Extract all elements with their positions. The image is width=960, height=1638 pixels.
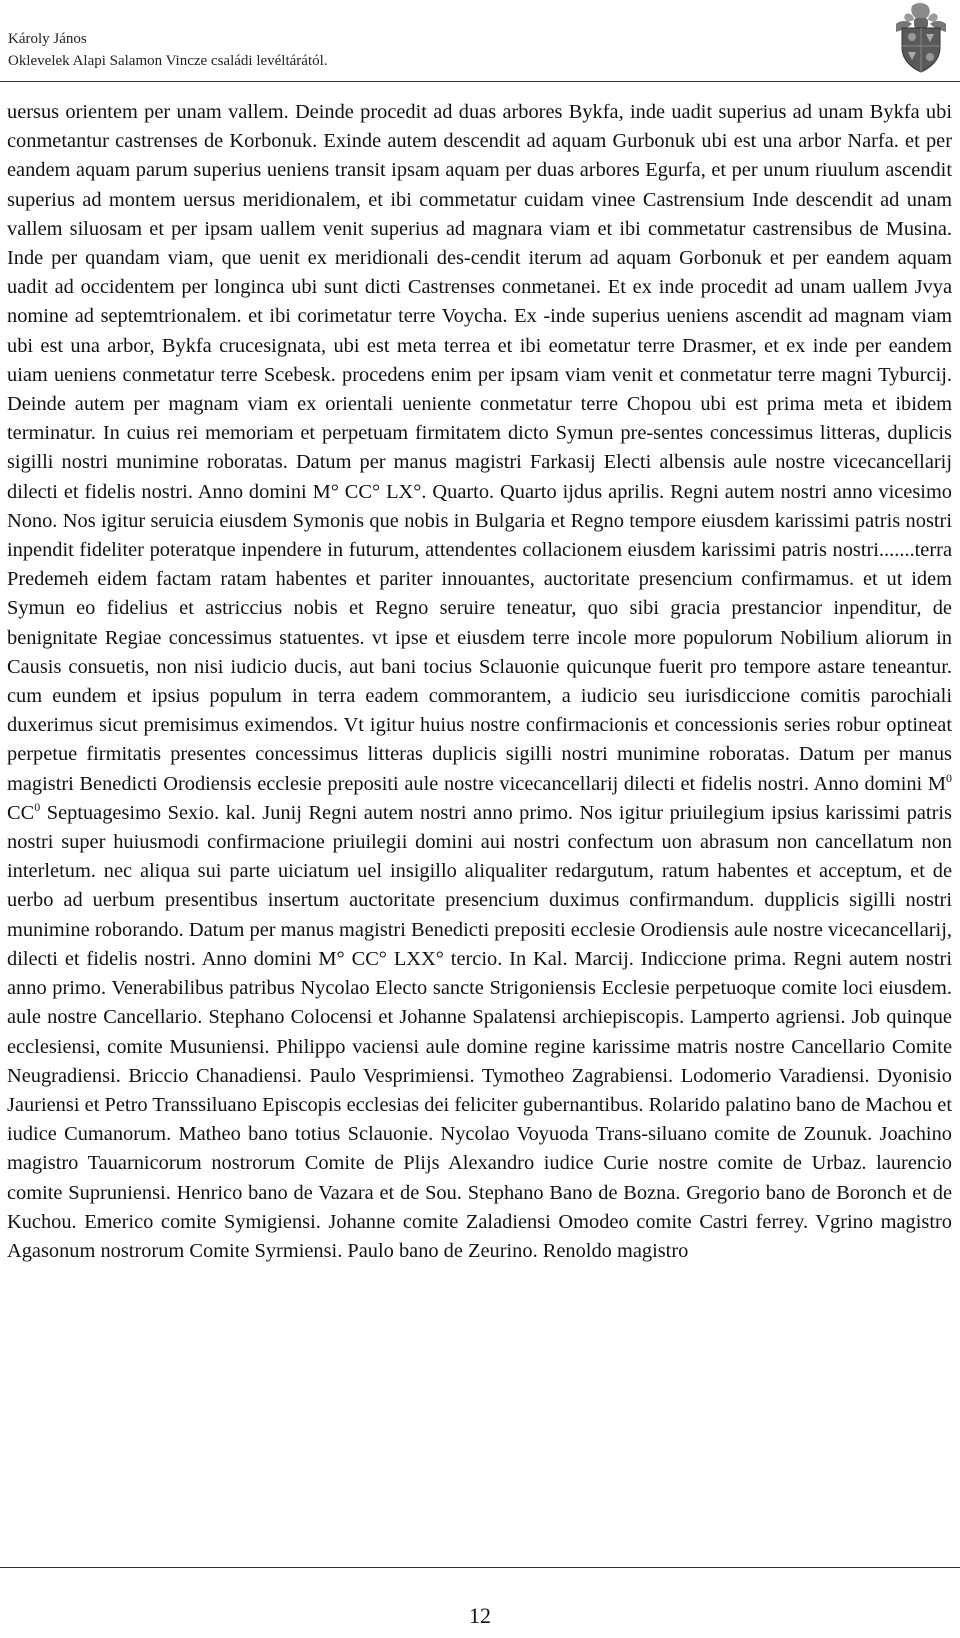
header-author: Károly János xyxy=(8,31,87,47)
document-body xyxy=(7,98,952,1266)
body-text-part-1: uersus orientem per unam vallem. Deinde procedit ad duas arbores Bykfa, inde uadit superius ad unam Bykfa ubi conmetantur castrenses de Korbonuk. Exinde autem descendit ad aquam Gurbonuk ubi est una arbor Narfa. et per eandem aquam parum superius ueniens transit ipsam aquam per duas arbores Egurfa, et per unum riuulum ascendit superius ad montem uersus meridionalem, et ibi commetatur cuidam vinee Castrensium Inde descendit ad unam vallem siluosam et per ipsam uallem venit superius ad magnara viam et ibi commetatur castrensibus de Musina. Inde per quandam viam, que uenit ex meridionali des-cendit iterum ad aquam Gorbonuk et per eandem aquam uadit ad occidentem per longinca ubi sunt dicti Castrenses conmetanei. Et ex inde procedit ad unam uallem Jvya nomine ad septemtrionalem. et ibi corimetatur terre Voycha. Ex -inde superius ueniens ascendit ad magnam viam ubi est una arbor, Bykfa crucesignata, ubi est meta terrea et ibi eometatur terre Drasmer, et ex inde per eandem uiam ueniens conmetatur terre Scebesk. procedens enim per ipsam viam venit et conmetatur terre magni Tyburcij. Deinde autem per magnam viam ex orientali ueniente conmetatur terre Chopou ubi est prima meta et ibidem terminatur. In cuius rei memoriam et perpetuam firmitatem dicto Symun pre-sentes concessimus litteras, duplicis sigilli nostri munimine roboratas. Datum per manus magistri Farkasij Electi albensis aule nostre vicecancellarij dilecti et fidelis nostri. Anno domini M° CC° LX°. Quarto. Quarto ijdus aprilis. Regni autem nostri anno vicesimo Nono. Nos igitur seruicia eiusdem Symonis que nobis in Bulgaria et Regno tempore eiusdem karissimi patris nostri inpendit fideliter poteratque inpendere in futurum, attendentes collacionem eiusdem karissimi patris nostri.......terra Predemeh eidem factam ratam habentes et pariter innouantes, auctoritate presencium confirmamus. et ut idem Symun eo fidelius et astriccius nobis et Regno seruire teneatur, quo sibi gracia prestancior inpenditur, de benignitate Regiae concessimus statuentes. vt ipse et eiusdem terre incole more populorum Nobilium aliorum in Causis consuetis, non nisi iudicio ducis, aut bani tocius Sclauonie quicunque fuerit pro tempore astare teneantur. cum eundem et ipsius populum in terra eadem commorantem, a iudicio seu iurisdiccione comitis parochiali duxerimus sicut premisimus eximendos. Vt igitur huius nostre confirmacionis et concessionis series robur optineat perpetue firmitatis presentes concessimus litteras duplicis sigilli nostri munimine roboratas. Datum per manus magistri Benedicti Orodiensis ecclesie prepositi aule nostre vicecancellarij dilecti et fidelis nostri. Anno domini M xyxy=(7,101,952,795)
coat-of-arms-icon xyxy=(890,2,952,74)
superscript-1: 0 xyxy=(946,770,952,785)
body-paragraph xyxy=(7,98,952,1266)
header-title: Oklevelek Alapi Salamon Vincze családi levéltárától. xyxy=(8,53,328,69)
body-text-part-3: Septuagesimo Sexio. kal. Junij Regni autem nostri anno primo. Nos igitur priuilegium ipsius karissimi patris nostri super huiusmodi confirmacione priuilegii domini aui nostri confectum uon abrasum non cancellatum non interletum. nec aliqua sui parte uiciatum uel insigillo aliqualiter redargutum, ratum habentes et acceptum, et de uerbo ad uerbum presentibus insertum auctoritate presencium duximus confirmandum. dupplicis sigilli nostri munimine roborando. Datum per manus magistri Benedicti prepositi ecclesie Orodiensis aule nostre vicecancellarij, dilecti et fidelis nostri. Anno domini M° CC° LXX° tercio. In Kal. Marcij. Indiccione prima. Regni autem nostri anno primo. Venerabilibus patribus Nycolao Electo sancte Strigoniensis Ecclesie perpetuoque comite loci eiusdem. aule nostre Cancellario. Stephano Colocensi et Johanne Spalatensi archiepiscopis. Lamperto agriensi. Job quinque ecclesiensi, comite Musuniensi. Philippo vaciensi aule domine regine karissime matris nostre Cancellario Comite Neugradiensi. Briccio Chanadiensi. Paulo Vesprimiensi. Tymotheo Zagrabiensi. Lodomerio Varadiensi. Dyonisio Jauriensi et Petro Transsiluano Episcopis ecclesias dei feliciter gubernantibus. Rolarido palatino bano de Machou et iudice Cumanorum. Matheo bano totius Sclauonie. Nycolao Voyuoda Trans-siluano comite de Zounuk. Joachino magistro Tauarnicorum nostrorum Comite de Plijs Alexandro iudice Curie nostre comite de Urbaz. laurencio comite Supruniensi. Henrico bano de Vazara et de Sou. Stephano Bano de Bozna. Gregorio bano de Boronch et de Kuchou. Emerico comite Symigiensi. Johanne comite Zaladiensi Omodeo comite Castri ferrey. Vgrino magistro Agasonum nostrorum Comite Syrmiensi. Paulo bano de Zeurino. Renoldo magistro xyxy=(7,801,952,1262)
header-divider xyxy=(0,81,960,82)
running-header xyxy=(8,28,828,72)
page-number: 12 xyxy=(469,1603,491,1628)
body-text-part-2: CC xyxy=(7,801,35,824)
footer-divider xyxy=(0,1567,960,1568)
superscript-2: 0 xyxy=(34,800,41,815)
